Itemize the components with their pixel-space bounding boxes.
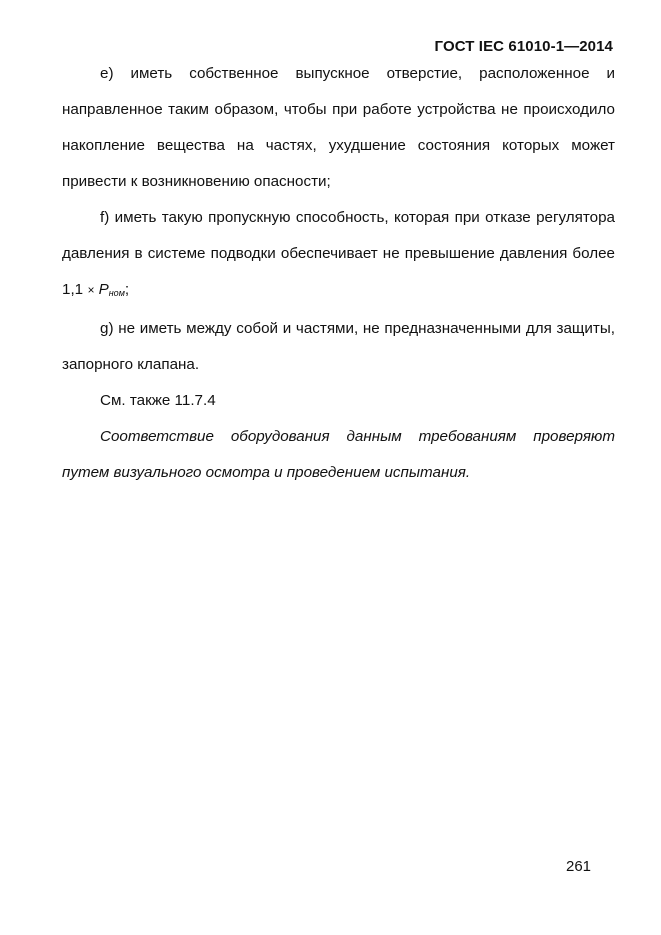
list-item-f-end: ;	[124, 281, 130, 298]
list-item-f-text: f) иметь такую пропускную способность, которая при отказе регулятора давления в системе подводки обеспечивает не превышение давления более 1,1	[62, 209, 615, 298]
standard-header: ГОСТ IEC 61010-1—2014	[434, 38, 613, 55]
page-number: 261	[566, 858, 592, 875]
see-also-reference: См. также 11.7.4	[100, 392, 216, 409]
list-item-f	[62, 200, 615, 311]
document-body	[62, 56, 615, 491]
pressure-symbol: P	[98, 281, 109, 298]
pressure-subscript: ном	[108, 288, 125, 298]
multiply-sign: ×	[87, 283, 95, 297]
list-item-e: e) иметь собственное выпускное отверстие, расположенное и направленное таким образом, чтобы при работе устройства не происходило накопление вещества на частях, ухудшение состояния которых может привести к возникновению опасности;	[62, 65, 615, 190]
compliance-statement: Соответствие оборудования данным требованиям проверяют путем визуального осмотра и проведением испытания.	[62, 428, 615, 481]
list-item-g: g) не иметь между собой и частями, не предназначенными для защиты, запорного клапана.	[62, 320, 615, 373]
